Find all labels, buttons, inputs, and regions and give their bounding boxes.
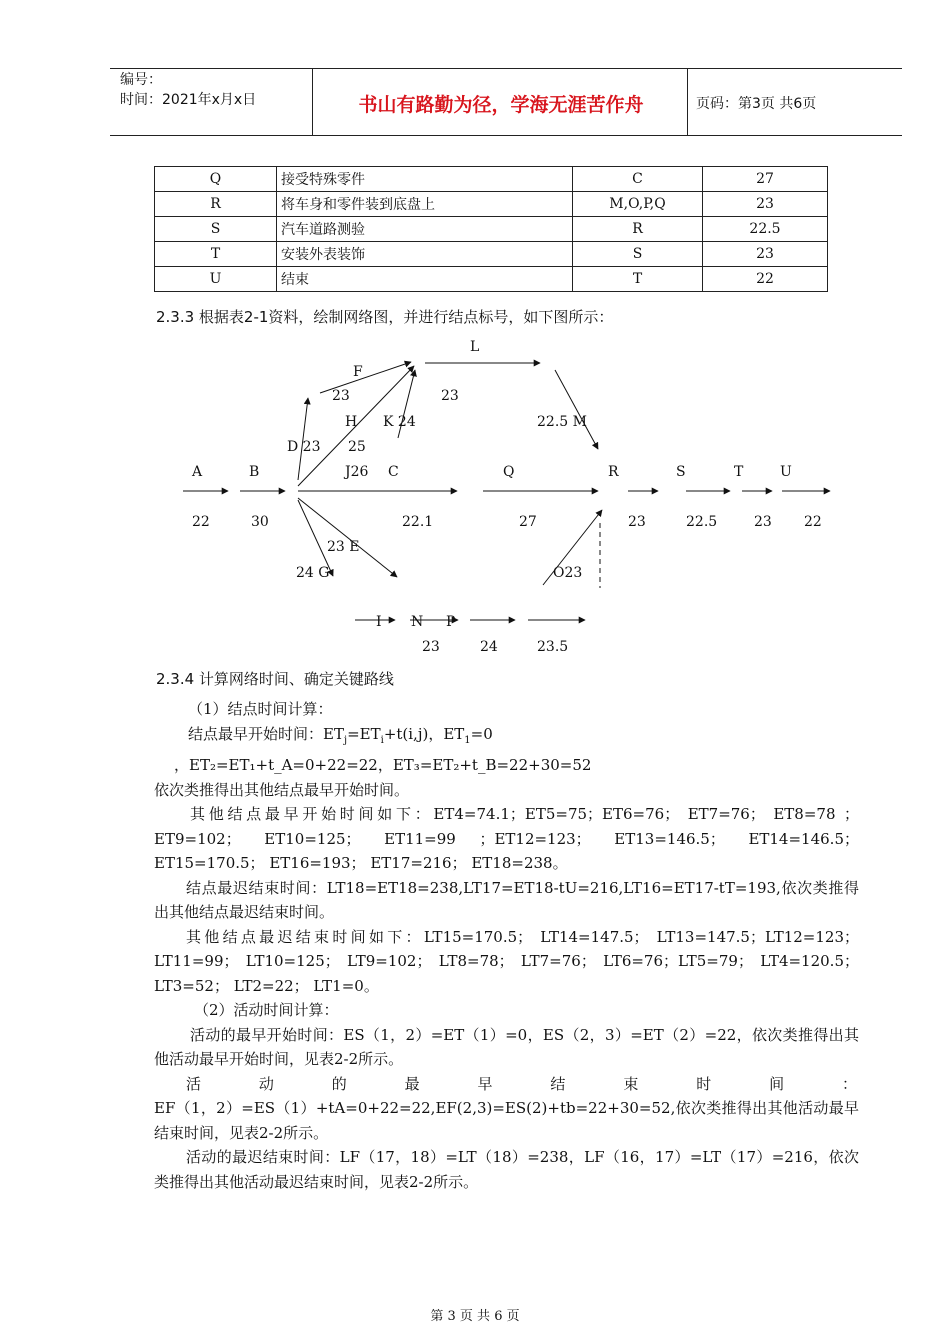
table-cell: C [573, 167, 703, 192]
label-24G: 24 G [296, 565, 330, 581]
paragraph: EF（1，2）=ES（1）+tA=0+22=22,EF(2,3)=ES(2)+tb=22+30=52,依次类推得出其他活动最早结束时间，见表2-2所示。 [154, 1099, 859, 1142]
table-cell: 接受特殊零件 [277, 167, 573, 192]
label-D23: D 23 [287, 439, 321, 455]
label-C: C [388, 464, 399, 480]
header-motto: 书山有路勤为径，学海无涯苦作舟 [358, 94, 644, 116]
network-diagram [0, 330, 950, 660]
table-row [155, 192, 828, 217]
label-23: 23 [441, 388, 459, 404]
table-cell: S [573, 242, 703, 267]
paragraph: 活动的最早结束时间： [186, 1074, 859, 1093]
label-27: 27 [519, 514, 537, 530]
paragraph: 活动的最迟结束时间：LF（17，18）=LT（18）=238，LF（16，17）=LT（17）=216，依次类推得出其他活动最迟结束时间，见表2-2所示。 [154, 1148, 859, 1191]
label-23E: 23 E [327, 539, 360, 555]
table-cell: S [155, 217, 277, 242]
label-Q: Q [503, 464, 515, 480]
table-cell: 汽车道路测验 [277, 217, 573, 242]
table-cell: M,O,P,Q [573, 192, 703, 217]
label-23: 23 [422, 639, 440, 655]
body-text [154, 697, 859, 1194]
label-22: 22 [192, 514, 210, 530]
section-heading-2-3-3: 2.3.3 根据表2-1资料，绘制网络图，并进行结点标号，如下图所示： [156, 308, 614, 326]
paragraph: 依次类推得出其他结点最早开始时间。 [154, 780, 410, 799]
paragraph: （1）结点时间计算： [188, 700, 333, 718]
label-22.5M: 22.5 M [537, 414, 587, 430]
header-meta [120, 70, 256, 110]
label-22.5: 22.5 [686, 514, 718, 530]
header-divider [312, 68, 313, 135]
table-cell: R [573, 217, 703, 242]
table-cell: T [573, 267, 703, 292]
header-time-label: 时间：2021年x月x日 [120, 92, 257, 108]
label-22.1: 22.1 [402, 514, 434, 530]
paragraph: 其他结点最早开始时间如下：ET4=74.1；ET5=75；ET6=76； ET7=76； ET8=78 ；ET9=102； ET10=125； ET11=99 ；ET12=123； ET13=146.5； ET14=146.5；ET15=170.5； ET16=193； ET17=216； ET18=238。 [154, 805, 859, 872]
table-cell: Q [155, 167, 277, 192]
table-cell: 27 [703, 167, 828, 192]
label-N: N [411, 614, 424, 630]
arrow-M [555, 370, 598, 449]
activity-table [154, 166, 828, 292]
table-row [155, 217, 828, 242]
table-row [155, 242, 828, 267]
table-cell: 22.5 [703, 217, 828, 242]
table-cell: 安装外表装饰 [277, 242, 573, 267]
label-30: 30 [251, 514, 269, 530]
label-23: 23 [754, 514, 772, 530]
label-P: P [446, 614, 456, 630]
label-23: 23 [332, 388, 350, 404]
header-number-label: 编号： [120, 72, 162, 88]
label-T: T [734, 464, 744, 480]
label-22: 22 [804, 514, 822, 530]
header-page-info: 页码：第3页 共6页 [696, 96, 817, 112]
table-row [155, 267, 828, 292]
label-25: 25 [348, 439, 366, 455]
label-R: R [608, 464, 619, 480]
paragraph: （2）活动时间计算： [194, 1001, 339, 1019]
label-F: F [353, 364, 363, 380]
table-cell: 23 [703, 192, 828, 217]
table-cell: 结束 [277, 267, 573, 292]
paragraph: 结点最迟结束时间：LT18=ET18=238,LT17=ET18-tU=216,LT16=ET17-tT=193,依次类推得出其他结点最迟结束时间。 [154, 878, 859, 921]
label-O23: O23 [553, 565, 583, 581]
paragraph: ，ET₂=ET₁+t_A=0+22=22，ET₃=ET₂+t_B=22+30=52 [174, 756, 592, 774]
table-cell: U [155, 267, 277, 292]
table-cell: R [155, 192, 277, 217]
table-cell: 22 [703, 267, 828, 292]
header-top-rule [110, 68, 902, 69]
label-K24: K 24 [383, 414, 416, 430]
table-cell: 将车身和零件装到底盘上 [277, 192, 573, 217]
table-cell: T [155, 242, 277, 267]
paragraph: 其他结点最迟结束时间如下：LT15=170.5； LT14=147.5； LT13=147.5；LT12=123； LT11=99； LT10=125； LT9=102； LT8=78； LT7=76； LT6=76；LT5=79； LT4=120.5； LT3=52； LT2=22； LT1=0。 [154, 927, 859, 995]
label-I: I [376, 614, 382, 630]
section-heading-2-3-4: 2.3.4 计算网络时间、确定关键路线 [156, 670, 394, 688]
table-cell: 23 [703, 242, 828, 267]
table-row [155, 167, 828, 192]
label-23: 23 [628, 514, 646, 530]
label-H: H [345, 414, 358, 430]
header-bottom-rule [110, 135, 902, 136]
label-U: U [780, 464, 792, 480]
label-A: A [192, 464, 203, 480]
label-23.5: 23.5 [537, 639, 569, 655]
paragraph: 结点最早开始时间：$ET_j=ET_i+t(i,j)$，$ET_1=0$ [188, 724, 493, 746]
label-24: 24 [480, 639, 498, 655]
label-S: S [676, 464, 686, 480]
label-B: B [249, 464, 260, 480]
label-J26: J26 [345, 464, 369, 480]
paragraph: 活动的最早开始时间：ES（1，2）=ET（1）=0，ES（2，3）=ET（2）=22，依次类推得出其他活动最早开始时间，见表2-2所示。 [154, 1025, 859, 1068]
label-L: L [470, 339, 480, 355]
page-footer: 第 3 页 共 6 页 [430, 1309, 520, 1324]
header-divider [687, 68, 688, 135]
